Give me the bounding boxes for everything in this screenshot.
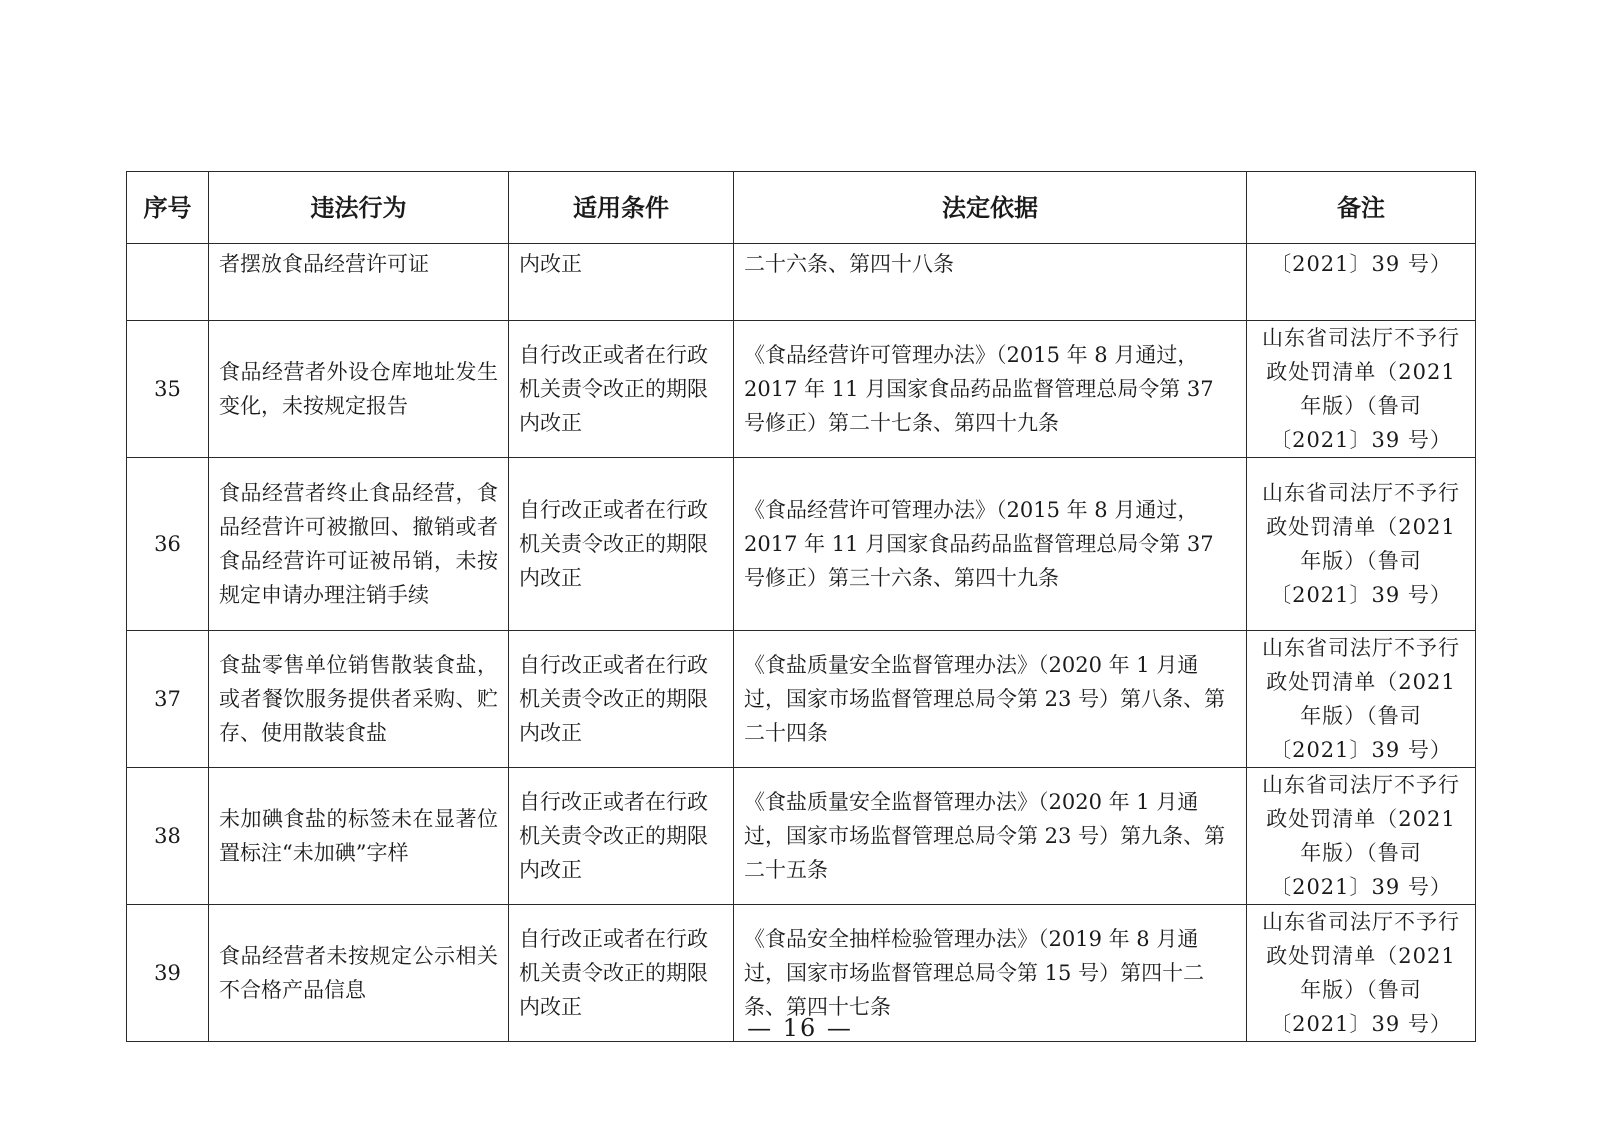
cell-basis: 《食品安全抽样检验管理办法》（2019 年 8 月通过，国家市场监督管理总局令第 15 号）第四十二条、第四十七条	[734, 905, 1247, 1042]
cell-note: 山东省司法厅不予行政处罚清单（2021 年版）（鲁司〔2021〕39 号）	[1247, 631, 1476, 768]
cell-no	[127, 244, 209, 321]
cell-basis: 《食品经营许可管理办法》（2015 年 8 月通过，2017 年 11 月国家食品药品监督管理总局令第 37 号修正）第二十七条、第四十九条	[734, 321, 1247, 458]
table-row	[127, 244, 1476, 321]
table-header-row	[127, 172, 1476, 244]
table-row	[127, 768, 1476, 905]
header-act: 违法行为	[209, 172, 509, 244]
cell-act: 食盐零售单位销售散装食盐，或者餐饮服务提供者采购、贮存、使用散装食盐	[209, 631, 509, 768]
cell-note: 山东省司法厅不予行政处罚清单（2021 年版）（鲁司〔2021〕39 号）	[1247, 458, 1476, 631]
cell-condition: 内改正	[509, 244, 734, 321]
cell-no: 37	[127, 631, 209, 768]
cell-basis: 《食盐质量安全监督管理办法》（2020 年 1 月通过，国家市场监督管理总局令第 23 号）第八条、第二十四条	[734, 631, 1247, 768]
cell-no: 36	[127, 458, 209, 631]
cell-act: 未加碘食盐的标签未在显著位置标注“未加碘”字样	[209, 768, 509, 905]
cell-no: 35	[127, 321, 209, 458]
cell-note: 山东省司法厅不予行政处罚清单（2021 年版）（鲁司〔2021〕39 号）	[1247, 768, 1476, 905]
header-condition: 适用条件	[509, 172, 734, 244]
cell-condition: 自行改正或者在行政机关责令改正的期限内改正	[509, 321, 734, 458]
header-note: 备注	[1247, 172, 1476, 244]
cell-act: 食品经营者终止食品经营，食品经营许可被撤回、撤销或者食品经营许可证被吊销，未按规定申请办理注销手续	[209, 458, 509, 631]
cell-act: 食品经营者外设仓库地址发生变化，未按规定报告	[209, 321, 509, 458]
cell-condition: 自行改正或者在行政机关责令改正的期限内改正	[509, 631, 734, 768]
table-row	[127, 458, 1476, 631]
cell-act: 者摆放食品经营许可证	[209, 244, 509, 321]
cell-condition: 自行改正或者在行政机关责令改正的期限内改正	[509, 458, 734, 631]
cell-note: 山东省司法厅不予行政处罚清单（2021 年版）（鲁司〔2021〕39 号）	[1247, 321, 1476, 458]
cell-basis: 《食品经营许可管理办法》（2015 年 8 月通过，2017 年 11 月国家食品药品监督管理总局令第 37 号修正）第三十六条、第四十九条	[734, 458, 1247, 631]
cell-basis: 二十六条、第四十八条	[734, 244, 1247, 321]
cell-no: 38	[127, 768, 209, 905]
table-row	[127, 321, 1476, 458]
table-row	[127, 631, 1476, 768]
header-no: 序号	[127, 172, 209, 244]
cell-no: 39	[127, 905, 209, 1042]
header-basis: 法定依据	[734, 172, 1247, 244]
cell-note: 〔2021〕39 号）	[1247, 244, 1476, 321]
cell-act: 食品经营者未按规定公示相关不合格产品信息	[209, 905, 509, 1042]
cell-condition: 自行改正或者在行政机关责令改正的期限内改正	[509, 905, 734, 1042]
regulation-table	[126, 171, 1476, 1042]
cell-condition: 自行改正或者在行政机关责令改正的期限内改正	[509, 768, 734, 905]
cell-note: 山东省司法厅不予行政处罚清单（2021 年版）（鲁司〔2021〕39 号）	[1247, 905, 1476, 1042]
cell-basis: 《食盐质量安全监督管理办法》（2020 年 1 月通过，国家市场监督管理总局令第 23 号）第九条、第二十五条	[734, 768, 1247, 905]
page-number: — 16 —	[747, 1014, 853, 1042]
